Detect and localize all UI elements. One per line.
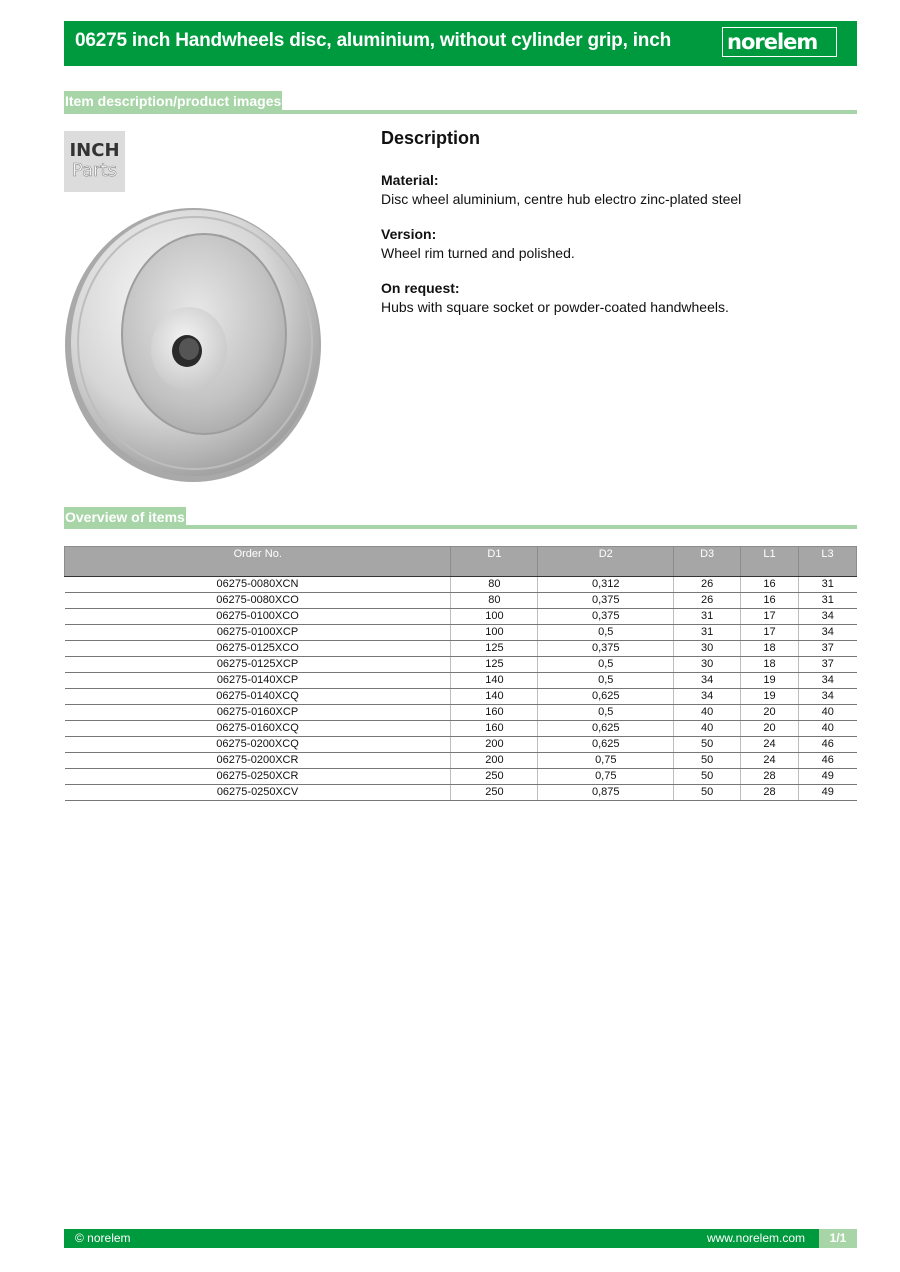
col-header-d2: D2 xyxy=(538,547,674,577)
cell-order-no: 06275-0160XCQ xyxy=(65,721,451,737)
description-panel xyxy=(381,128,851,333)
description-title: Description xyxy=(381,128,481,148)
table-row xyxy=(65,609,857,625)
cell-l3: 34 xyxy=(799,689,857,705)
footer-copyright: © norelem xyxy=(75,1231,131,1245)
cell-d1: 125 xyxy=(451,641,538,657)
cell-l1: 16 xyxy=(741,577,799,593)
cell-d3: 40 xyxy=(674,705,741,721)
table-row xyxy=(65,593,857,609)
cell-d2: 0,875 xyxy=(538,785,674,801)
col-header-l1: L1 xyxy=(741,547,799,577)
table-row xyxy=(65,673,857,689)
cell-d1: 100 xyxy=(451,625,538,641)
version-text: Wheel rim turned and polished. xyxy=(381,245,575,261)
cell-d3: 31 xyxy=(674,609,741,625)
cell-order-no: 06275-0100XCP xyxy=(65,625,451,641)
cell-order-no: 06275-0250XCR xyxy=(65,769,451,785)
cell-order-no: 06275-0080XCO xyxy=(65,593,451,609)
cell-order-no: 06275-0160XCP xyxy=(65,705,451,721)
cell-d2: 0,5 xyxy=(538,673,674,689)
cell-l1: 24 xyxy=(741,737,799,753)
table-row xyxy=(65,689,857,705)
cell-l3: 34 xyxy=(799,609,857,625)
table-row xyxy=(65,769,857,785)
cell-d3: 30 xyxy=(674,657,741,673)
cell-d3: 26 xyxy=(674,577,741,593)
cell-l3: 40 xyxy=(799,705,857,721)
cell-order-no: 06275-0125XCO xyxy=(65,641,451,657)
cell-d1: 200 xyxy=(451,753,538,769)
cell-l1: 28 xyxy=(741,769,799,785)
items-table xyxy=(64,546,857,801)
cell-d3: 34 xyxy=(674,673,741,689)
cell-l1: 28 xyxy=(741,785,799,801)
cell-l3: 37 xyxy=(799,641,857,657)
cell-l1: 20 xyxy=(741,721,799,737)
norelem-logo xyxy=(722,27,837,57)
cell-d2: 0,625 xyxy=(538,689,674,705)
cell-order-no: 06275-0140XCQ xyxy=(65,689,451,705)
cell-d2: 0,312 xyxy=(538,577,674,593)
cell-l1: 17 xyxy=(741,625,799,641)
col-header-d1: D1 xyxy=(451,547,538,577)
cell-l1: 19 xyxy=(741,689,799,705)
cell-l3: 49 xyxy=(799,769,857,785)
cell-d1: 250 xyxy=(451,769,538,785)
table-row xyxy=(65,721,857,737)
cell-d3: 30 xyxy=(674,641,741,657)
cell-order-no: 06275-0250XCV xyxy=(65,785,451,801)
table-row xyxy=(65,705,857,721)
cell-d3: 50 xyxy=(674,769,741,785)
handwheel-product-image xyxy=(64,206,322,484)
cell-l3: 37 xyxy=(799,657,857,673)
cell-d2: 0,5 xyxy=(538,625,674,641)
cell-d3: 31 xyxy=(674,625,741,641)
col-header-d3: D3 xyxy=(674,547,741,577)
cell-l1: 17 xyxy=(741,609,799,625)
cell-d1: 125 xyxy=(451,657,538,673)
cell-d1: 140 xyxy=(451,689,538,705)
cell-l1: 20 xyxy=(741,705,799,721)
cell-l3: 34 xyxy=(799,625,857,641)
page-number: 1/1 xyxy=(819,1229,857,1248)
cell-d2: 0,625 xyxy=(538,737,674,753)
cell-d2: 0,5 xyxy=(538,705,674,721)
cell-d3: 50 xyxy=(674,785,741,801)
cell-d2: 0,375 xyxy=(538,641,674,657)
cell-d2: 0,75 xyxy=(538,753,674,769)
cell-l3: 31 xyxy=(799,577,857,593)
material-text: Disc wheel aluminium, centre hub electro zinc-plated steel xyxy=(381,191,742,207)
cell-d2: 0,75 xyxy=(538,769,674,785)
cell-d1: 100 xyxy=(451,609,538,625)
table-row xyxy=(65,737,857,753)
cell-order-no: 06275-0080XCN xyxy=(65,577,451,593)
page-title: 06275 inch Handwheels disc, aluminium, without cylinder grip, inch xyxy=(75,30,671,51)
cell-d2: 0,375 xyxy=(538,609,674,625)
section-label-description: Item description/product images xyxy=(65,93,282,109)
material-label: Material: xyxy=(381,172,439,188)
table-row xyxy=(65,657,857,673)
page-header xyxy=(64,21,857,66)
cell-l1: 19 xyxy=(741,673,799,689)
cell-l3: 34 xyxy=(799,673,857,689)
cell-l1: 24 xyxy=(741,753,799,769)
table-row xyxy=(65,625,857,641)
cell-d1: 250 xyxy=(451,785,538,801)
table-row xyxy=(65,753,857,769)
cell-l3: 46 xyxy=(799,737,857,753)
cell-order-no: 06275-0140XCP xyxy=(65,673,451,689)
version-label: Version: xyxy=(381,226,437,242)
table-row xyxy=(65,577,857,593)
cell-d1: 140 xyxy=(451,673,538,689)
cell-d3: 26 xyxy=(674,593,741,609)
on-request-label: On request: xyxy=(381,280,460,296)
inch-parts-badge xyxy=(64,131,125,192)
cell-l1: 16 xyxy=(741,593,799,609)
cell-d2: 0,625 xyxy=(538,721,674,737)
cell-d3: 50 xyxy=(674,737,741,753)
on-request-text: Hubs with square socket or powder-coated handwheels. xyxy=(381,299,729,315)
cell-d3: 50 xyxy=(674,753,741,769)
logo-text: norelem xyxy=(727,30,818,54)
badge-inch-text: INCH xyxy=(69,140,120,161)
cell-d2: 0,5 xyxy=(538,657,674,673)
cell-l3: 49 xyxy=(799,785,857,801)
cell-order-no: 06275-0125XCP xyxy=(65,657,451,673)
cell-l3: 46 xyxy=(799,753,857,769)
cell-d1: 80 xyxy=(451,593,538,609)
cell-order-no: 06275-0200XCQ xyxy=(65,737,451,753)
col-header-l3: L3 xyxy=(799,547,857,577)
cell-d2: 0,375 xyxy=(538,593,674,609)
cell-order-no: 06275-0100XCO xyxy=(65,609,451,625)
cell-d1: 160 xyxy=(451,705,538,721)
cell-d3: 34 xyxy=(674,689,741,705)
badge-parts-text: Parts xyxy=(72,160,117,181)
cell-d1: 80 xyxy=(451,577,538,593)
cell-l3: 40 xyxy=(799,721,857,737)
cell-l3: 31 xyxy=(799,593,857,609)
cell-order-no: 06275-0200XCR xyxy=(65,753,451,769)
footer-website-link[interactable]: www.norelem.com xyxy=(706,1231,805,1245)
table-header-row xyxy=(65,547,857,577)
col-header-order-no: Order No. xyxy=(65,547,451,577)
cell-d1: 160 xyxy=(451,721,538,737)
page-footer xyxy=(64,1229,857,1248)
cell-l1: 18 xyxy=(741,641,799,657)
section-label-overview: Overview of items xyxy=(65,509,185,525)
cell-l1: 18 xyxy=(741,657,799,673)
table-row xyxy=(65,785,857,801)
cell-d3: 40 xyxy=(674,721,741,737)
cell-d1: 200 xyxy=(451,737,538,753)
table-row xyxy=(65,641,857,657)
